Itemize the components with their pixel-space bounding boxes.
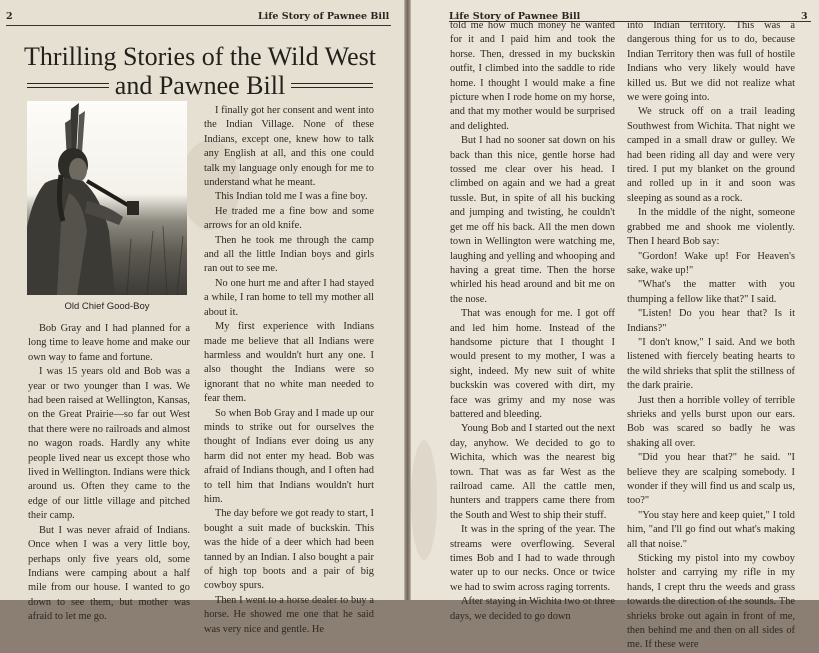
paragraph: I finally got her consent and went into the Indian Village. None of these Indians, except one, knew how to talk any English at all, and this one could talk my language only enough for me to understand what he meant.	[204, 105, 374, 189]
photo-caption: Old Chief Good-Boy	[64, 301, 150, 312]
paragraph: It was in the spring of the year. The streams were overflowing. Several times Bob and I had to wade through water up to our necks. Once or twice we had to swim across raging torrents.	[450, 524, 615, 593]
title-line-2: and Pawnee Bill	[114, 71, 286, 100]
title-line-1: Thrilling Stories of the Wild West	[24, 42, 376, 71]
paragraph: But I was never afraid of Indians. Once when I was a very little boy, perhaps only five years old, some Indians were camping about a half mile from our house. I wanted to go down to see them, but mother was afraid to let me go.	[28, 524, 190, 623]
paragraph: He traded me a fine bow and some arrows for an old knife.	[204, 205, 374, 232]
paragraph: We struck off on a trail leading Southwest from Wichita. That night we camped in a small draw or gulley. We had been riding all day and were very tired. I put my blanket on the ground and rolled up in it and soon was sleeping as sound as a rock.	[627, 106, 795, 204]
paragraph: In the middle of the night, someone grabbed me and shook me violently. Then I heard Bob say:	[627, 207, 795, 248]
running-head-right: Life Story of Pawnee Bill	[449, 11, 581, 22]
chief-photo	[27, 101, 187, 295]
paragraph: After staying in Wichita two or three days, we decided to go down	[450, 596, 615, 622]
page-number-right: 3	[801, 11, 808, 22]
paragraph: Sticking my pistol into my cowboy holster and carrying my rifle in my hands, I crept thru the weeds and grass towards the direction of the sounds. The shrieks broke out again in front of me, then behind me and then on all sides of me. If these were	[627, 553, 795, 651]
title-line-2-row	[14, 71, 386, 100]
paragraph: I was 15 years old and Bob was a year or two younger than I was. We had been raised at Wellington, Kansas, on the Great Prairie—so far out West that there were no railroads and almost no wagon roads. Hardly any white people lived near us except those who lived in Wellington. Indians were thick around us. Often they came to the edge of our little village and pitched their camp.	[28, 366, 190, 522]
paragraph: But I had no sooner sat down on his back than this nice, gentle horse had tossed me clear over his head. I climbed on again and we had a great tussle. But, in spite of all his bucking and jumping and twisting, he couldn't get me off his back. All the men down town in Wellington were watching me, laughing and yelling and whooping and having a great time. Then the horse whirled his head around and bit me on the nose.	[450, 135, 615, 305]
left-column-2	[204, 104, 374, 637]
paragraph: "I don't know," I said. And we both listened with fiercely beating hearts to the wild shrieks that split the stillness of the dark prairie.	[627, 336, 795, 392]
paragraph: This Indian told me I was a fine boy.	[215, 191, 368, 203]
paragraph: "You stay here and keep quiet," I told him, "and I'll go find out what's making all that noise."	[627, 509, 795, 550]
paragraph: told me how much money he wanted for it and I paid him and took the horse. Then, dressed in my buckskin outfit, I climbed into the saddle to ride home. I thought I would make a fine picture when I rode home on my horse, and that my mother would be surprised and delighted.	[450, 20, 615, 132]
paragraph: So when Bob Gray and I made up our minds to strike out for ourselves the thought of Indians ever doing us any harm did not enter my head. Bob was afraid of Indians though, and I often had to tell him that Indians wouldn't hurt him.	[204, 407, 374, 505]
right-column-1	[450, 19, 615, 624]
paragraph: "Listen! Do you hear that? Is it Indians?"	[627, 308, 795, 334]
article-title	[14, 42, 386, 100]
title-ornament-right	[291, 83, 373, 88]
chief-portrait-image	[27, 101, 187, 295]
right-column-2	[627, 19, 795, 653]
paragraph: That was enough for me. I got off and led him home. Instead of the handsome picture that I thought I would present to my mother, I was a sight, indeed. My new suit of white buckskin was covered with dirt, my face was grimy and my nose was battered and bleeding.	[450, 308, 615, 420]
paragraph: into Indian territory. This was a dangerous thing for us to do, because Indian Territory then was full of hostile Indians who very likely would have killed us. But we did not realize what we were going into.	[627, 20, 795, 104]
paragraph: Just then a horrible volley of terrible shrieks and yells burst upon our ears. Bob was scared so badly he was shaking all over.	[627, 394, 795, 449]
paragraph: Then he took me through the camp and all the little Indian boys and girls ran out to see me.	[204, 234, 374, 275]
paragraph: "Gordon! Wake up! For Heaven's sake, wake up!"	[627, 250, 795, 276]
page-number-left: 2	[6, 11, 13, 22]
paragraph: My first experience with Indians made me believe that all Indians were harmless and wouldn't hurt any one. I also thought the Indians were so ignorant that no white man needed to fear them.	[204, 321, 374, 405]
title-ornament-left	[27, 83, 109, 88]
paragraph: "Did you hear that?" he said. "I believe they are scalping somebody. I wonder if they will find us and scalp us, too?"	[627, 452, 795, 507]
paragraph: "What's the matter with you thumping a fellow like that?" I said.	[627, 279, 795, 305]
paragraph: Young Bob and I started out the next day, anyhow. We decided to go to Wichita, which was the nearest big town. That was as far West as the railroad came. All the cattle men, hunters and trappers came there from the South and West to ship their stuff.	[450, 423, 615, 521]
header-rule-left	[6, 25, 391, 26]
left-column-1	[28, 322, 190, 625]
paragraph: The day before we got ready to start, I bought a suit made of buckskin. This was the hide of a deer which had been tanned by an Indian. I also bought a pair of high top boots and a pair of big cowboy spurs.	[204, 508, 374, 592]
paper-stain	[411, 440, 437, 560]
paragraph: No one hurt me and after I had stayed a while, I ran home to tell my mother all about it.	[204, 277, 374, 318]
running-head-left: Life Story of Pawnee Bill	[258, 11, 390, 22]
paragraph: Then I went to a horse dealer to buy a horse. He showed me one that he said was very nice and gentle. He	[204, 594, 374, 635]
paragraph: Bob Gray and I had planned for a long time to leave home and make our own way to fame and fortune.	[28, 323, 190, 363]
left-page	[0, 0, 405, 635]
